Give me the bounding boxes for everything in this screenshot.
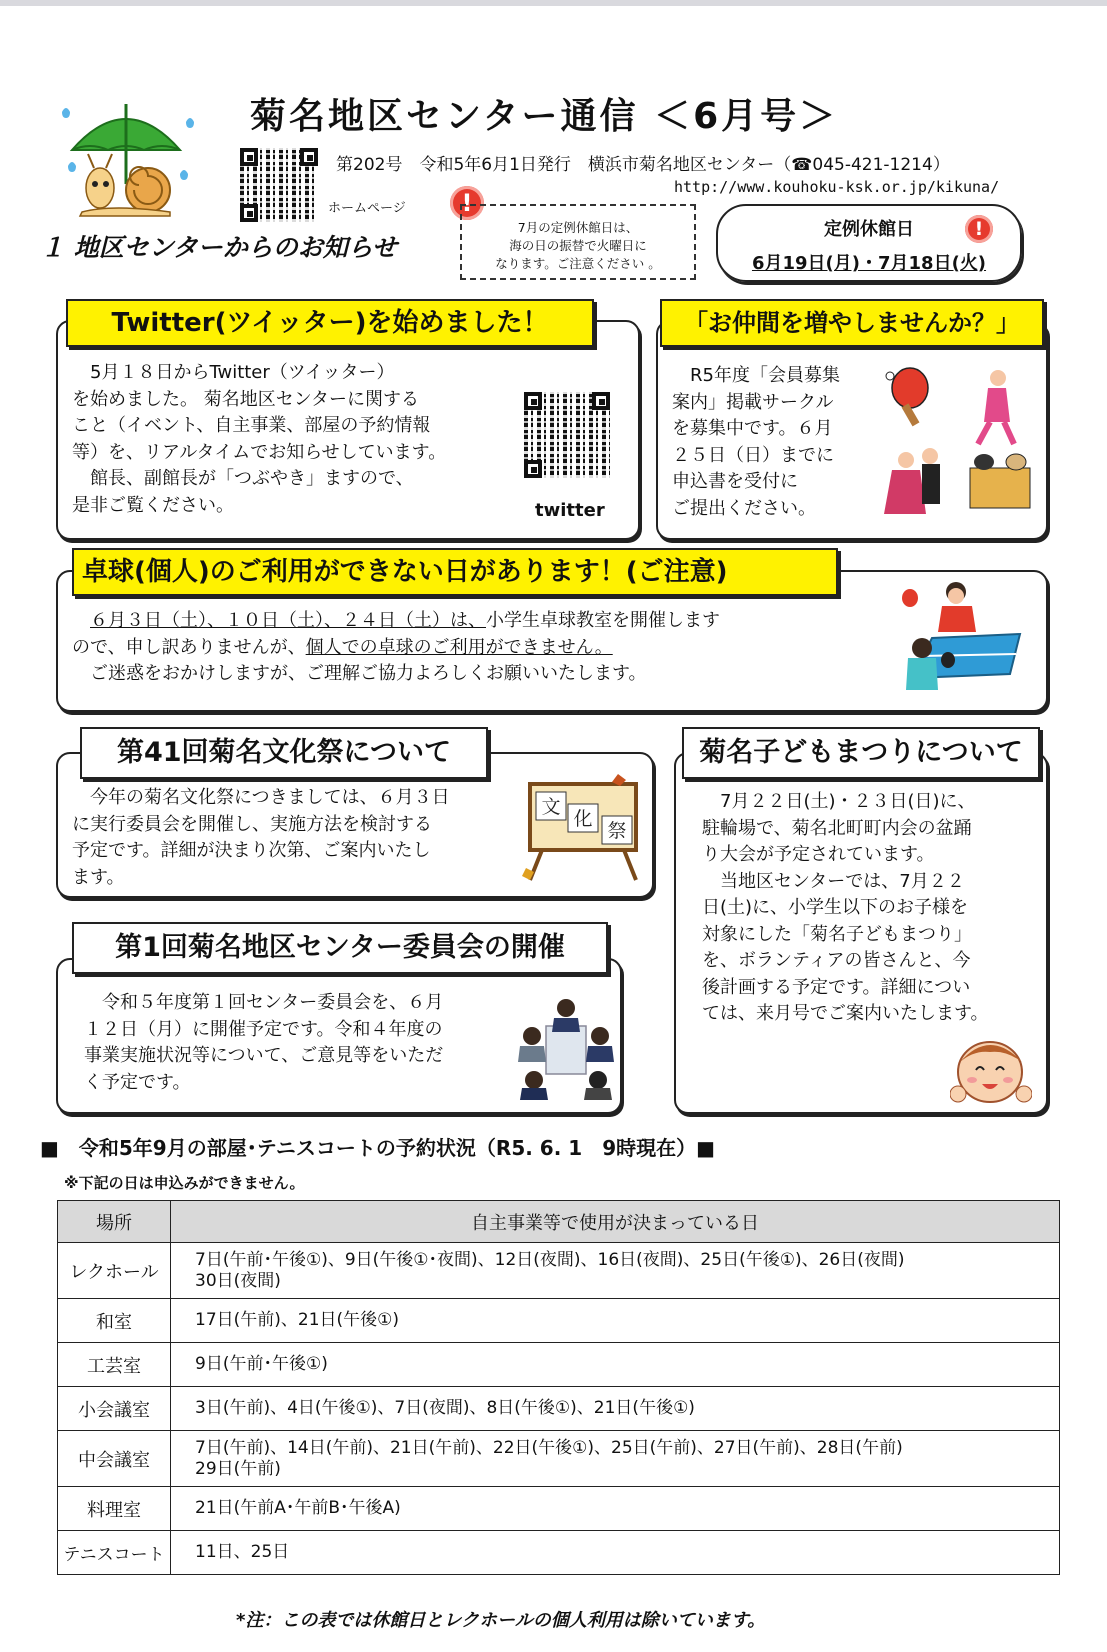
text-line: く予定です。: [84, 1071, 191, 1093]
table-header-row: [58, 1201, 1060, 1243]
text-line: 当地区センターでは、7月２２: [702, 870, 965, 892]
culture-festival-sign-illustration: [522, 770, 644, 882]
text-line: に実行委員会を開催し、実施方法を検討する: [72, 813, 432, 835]
text-line: り大会が予定されています。: [702, 844, 935, 865]
days-text: 7日(午前)、14日(午前)、21日(午前)、22日(午後①)、25日(午前)、27日(午前)、28日(午前): [195, 1437, 903, 1458]
alert-icon: !: [450, 186, 484, 220]
kids-festival-body: [702, 789, 1042, 1028]
text-line: ては、来月号でご案内いたします。: [702, 1003, 989, 1024]
text-span: 小学生卓球教室を開催します: [486, 610, 720, 631]
table-tennis-illustration: [892, 578, 1022, 706]
text-line: ご提出ください。: [672, 497, 816, 519]
child-face-illustration: [950, 1034, 1032, 1108]
text-line: 令和５年度第１回センター委員会を、６月: [84, 992, 444, 1013]
table-row: [58, 1431, 1060, 1487]
culture-festival-heading: 第41回菊名文化祭について: [80, 727, 488, 779]
text-line: ２５日（日）までに: [672, 444, 834, 466]
text-line: [72, 635, 872, 662]
committee-heading: 第1回菊名地区センター委員会の開催: [72, 922, 608, 974]
culture-festival-body: [72, 785, 522, 891]
sign-char: 化: [573, 808, 593, 830]
twitter-heading: Twitter(ツイッター)を始めました！: [66, 299, 594, 347]
sign-char: 祭: [607, 820, 627, 842]
text-line: を募集中です。６月: [672, 418, 833, 439]
text-line: ます。: [72, 866, 125, 888]
text-line: 是非ご覧ください。: [72, 494, 234, 516]
twitter-qr-label: twitter: [535, 500, 605, 521]
days-cell: [171, 1431, 1060, 1487]
column-header-place: 場所: [58, 1201, 171, 1243]
place-cell: 和室: [58, 1299, 171, 1343]
holiday-notice-box: [460, 204, 696, 280]
days-text: 29日(午前): [195, 1458, 281, 1479]
sign-char: 文: [541, 796, 561, 818]
days-cell: 9日(午前･午後①): [171, 1343, 1060, 1387]
notice-line: 海の日の振替で火曜日に: [509, 238, 647, 253]
reservation-table: [57, 1200, 1060, 1575]
hobby-circles-illustration: [880, 364, 1036, 524]
text-line: 今年の菊名文化祭につきましては、６月３日: [72, 787, 450, 808]
table-row: [58, 1243, 1060, 1299]
text-line: 事業実施状況等について、ご意見等をいただ: [84, 1045, 444, 1066]
text-line: 申込書を受付に: [672, 471, 798, 492]
text-line: 7月２２日(土)・２３日(日)に、: [702, 791, 976, 812]
meeting-illustration: [518, 996, 614, 1100]
text-line: 日(土)に、小学生以下のお子様を: [702, 897, 969, 918]
twitter-body: [72, 360, 512, 519]
text-line: １２日（月）に開催予定です。令和４年度の: [84, 1018, 443, 1040]
place-cell: 中会議室: [58, 1431, 171, 1487]
place-cell: 小会議室: [58, 1387, 171, 1431]
reservation-note: ※下記の日は申込みができません。: [64, 1174, 305, 1192]
table-row: [58, 1531, 1060, 1575]
text-line: 対象にした「菊名子どもまつり」: [702, 923, 972, 945]
text-line: ご迷惑をおかけしますが、ご理解ご協力よろしくお願いいたします。: [72, 663, 647, 684]
committee-body: [84, 990, 504, 1096]
days-cell: 21日(午前A･午前B･午後A): [171, 1487, 1060, 1531]
text-line: 等）を、リアルタイムでお知らせしています。: [72, 441, 447, 463]
days-cell: 3日(午前)、4日(午後①)、7日(夜間)、8日(午後①)、21日(午後①): [171, 1387, 1060, 1431]
text-line: [72, 608, 872, 635]
days-cell: [171, 1243, 1060, 1299]
section-title: １ 地区センターからのお知らせ: [40, 233, 397, 262]
column-header-days: 自主事業等で使用が決まっている日: [171, 1201, 1060, 1243]
newsletter-title: 菊名地区センター通信 ＜6月号＞: [250, 96, 839, 137]
homepage-url[interactable]: http://www.kouhoku-ksk.or.jp/kikuna/: [674, 178, 1000, 196]
closed-days-heading: 定例休館日: [824, 219, 914, 240]
pingpong-heading: 卓球(個人)のご利用ができない日があります！(ご注意): [72, 548, 838, 596]
text-line: 後計画する予定です。詳細につい: [702, 976, 971, 998]
members-body: [672, 363, 892, 522]
text-span: ので、申し訳ありませんが、: [72, 636, 306, 658]
underlined-warning: 個人での卓球のご利用ができません。: [305, 636, 613, 658]
umbrella-snail-illustration: [52, 92, 200, 222]
homepage-qr-code[interactable]: [240, 148, 318, 222]
notice-line: なります。ご注意ください 。: [495, 256, 661, 271]
underlined-dates: ６月３日（土）、１０日（土）、２４日（土）は、: [90, 610, 486, 631]
table-row: [58, 1487, 1060, 1531]
text-line: 5月１８日からTwitter（ツイッター）: [72, 362, 395, 383]
place-cell: 工芸室: [58, 1343, 171, 1387]
issue-meta: 第202号 令和5年6月1日発行 横浜市菊名地区センター（☎045-421-1214）: [336, 155, 950, 175]
members-heading: 「お仲間を増やしませんか？」: [660, 299, 1044, 347]
twitter-qr-code[interactable]: [524, 392, 610, 478]
days-cell: 11日、25日: [171, 1531, 1060, 1575]
reservation-footnote: *注：この表では休館日とレクホールの個人利用は除いています。: [236, 1610, 766, 1631]
days-text: 7日(午前･午後①)、9日(午後①･夜間)、12日(夜間)、16日(夜間)、25日(午後①)、26日(夜間): [195, 1249, 905, 1270]
text-line: を始めました。 菊名地区センターに関する: [72, 388, 419, 410]
kids-festival-heading: 菊名子どもまつりについて: [682, 727, 1040, 779]
place-cell: レクホール: [58, 1243, 171, 1299]
table-row: [58, 1343, 1060, 1387]
place-cell: 料理室: [58, 1487, 171, 1531]
homepage-label: ホームページ: [328, 201, 406, 216]
place-cell: テニスコート: [58, 1531, 171, 1575]
text-line: を、ボランティアの皆さんと、今: [702, 950, 971, 971]
alert-icon: !: [965, 215, 993, 243]
text-line: こと（イベント、自主事業、部屋の予約情報: [72, 415, 431, 436]
notice-line: 7月の定例休館日は、: [517, 220, 639, 235]
days-cell: 17日(午前)、21日(午後①): [171, 1299, 1060, 1343]
table-row: [58, 1299, 1060, 1343]
text-line: 駐輪場で、菊名北町町内会の盆踊: [702, 817, 972, 839]
text-line: 予定です。詳細が決まり次第、ご案内いたし: [72, 840, 431, 861]
text-line: R5年度「会員募集: [672, 365, 840, 386]
closed-days-dates: 6月19日(月)・7月18日(火): [751, 253, 987, 274]
days-text: 30日(夜間): [195, 1270, 281, 1291]
text-line: 案内」掲載サークル: [672, 391, 834, 413]
table-row: [58, 1387, 1060, 1431]
text-line: 館長、副館長が「つぶやき」ますので、: [72, 468, 414, 489]
pingpong-body: [72, 608, 872, 688]
top-bar: [0, 0, 1107, 6]
reservation-heading: ■ 令和5年9月の部屋･テニスコートの予約状況（R5. 6. 1 9時現在）■: [40, 1136, 716, 1160]
